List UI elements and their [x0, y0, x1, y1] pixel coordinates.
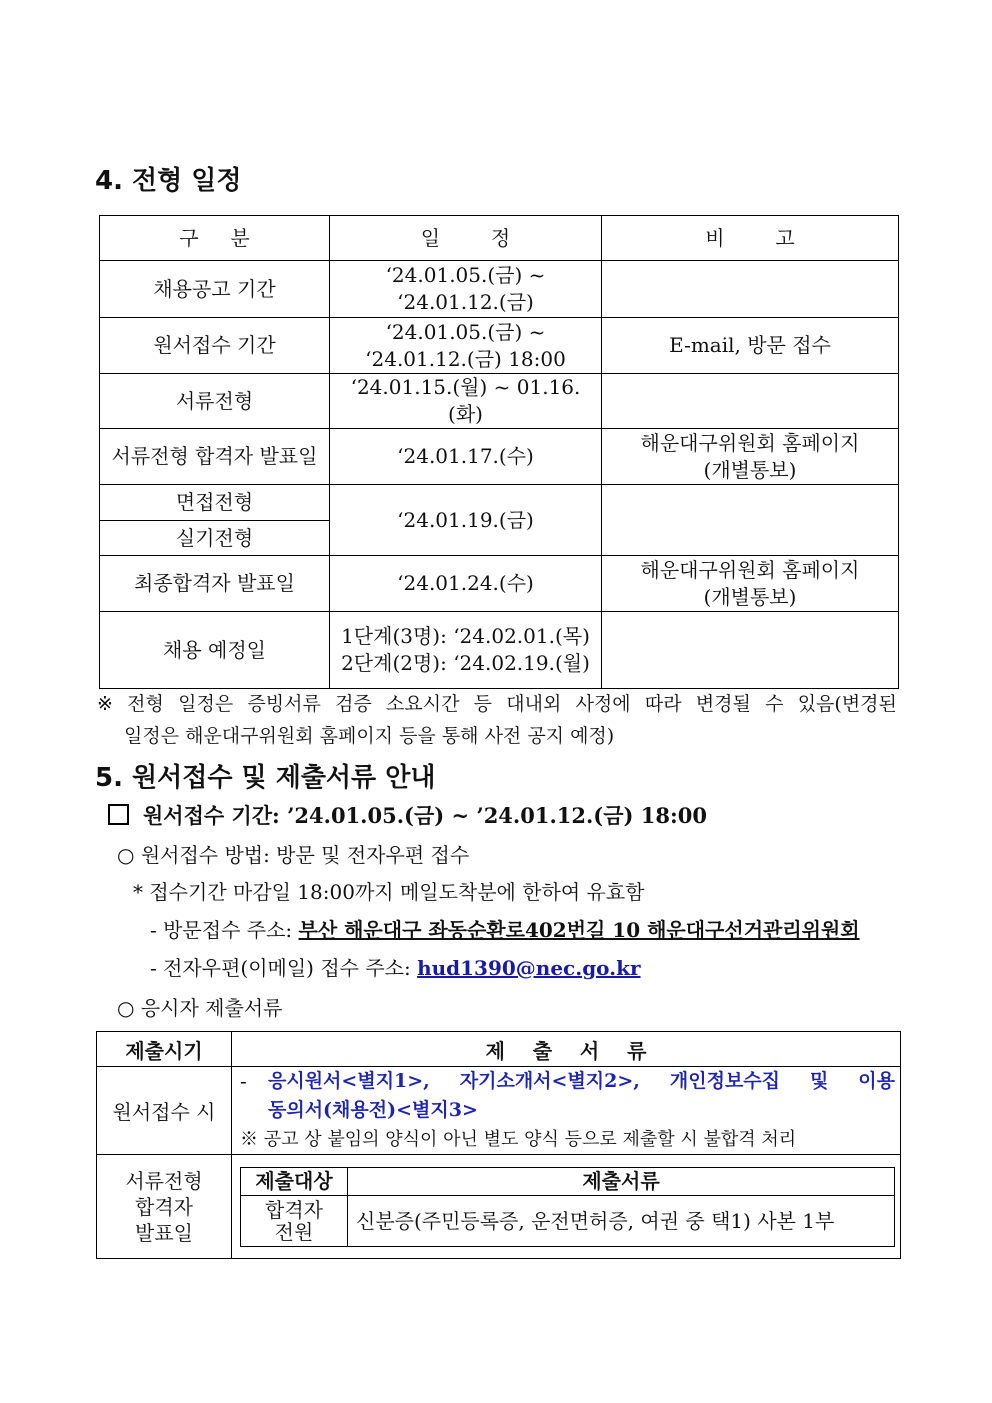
notice-word: 변경될 — [695, 693, 751, 715]
date-line: ‘24.01.05.(금) ~ — [385, 263, 546, 287]
row-remark — [602, 485, 899, 556]
date-line: ‘24.01.12.(금) 18:00 — [365, 346, 566, 371]
documents-cell — [232, 1067, 901, 1155]
documents-heading — [117, 992, 282, 1021]
table-row — [100, 612, 899, 689]
notice-word: 따라 — [644, 693, 682, 715]
table-row — [97, 1067, 901, 1155]
timing-cell — [97, 1155, 232, 1259]
row-remark — [602, 612, 899, 689]
notice-line-2: 일정은 해운대구위원회 홈페이지 등을 통해 사전 공지 예정) — [124, 725, 615, 747]
remark-line: (개별통보) — [703, 457, 797, 482]
row-label: 채용 예정일 — [100, 612, 330, 689]
notice-word: 수 — [765, 693, 784, 715]
notice-word: 전형 — [127, 693, 164, 715]
remark-line: 해운대구위원회 홈페이지 — [640, 430, 860, 455]
section-5-title: 5. 원서접수 및 제출서류 안내 — [95, 763, 436, 793]
header-remarks: 비 고 — [602, 216, 899, 261]
required-documents-text — [268, 1067, 895, 1125]
notice-line-1 — [97, 688, 897, 720]
table-row — [100, 374, 899, 429]
schedule-notice — [97, 688, 897, 752]
visit-label: - 방문접수 주소: — [150, 918, 293, 942]
timing-line: 합격자 — [135, 1194, 193, 1219]
schedule-table — [99, 215, 899, 689]
notice-word: 있음(변경된 — [797, 693, 897, 715]
row-date: ‘24.01.15.(월) ~ 01.16.(화) — [330, 374, 602, 429]
row-date: ‘24.01.24.(수) — [330, 556, 602, 612]
visit-address — [150, 914, 860, 943]
row-remark — [602, 556, 899, 612]
remark-line: 해운대구위원회 홈페이지 — [640, 557, 860, 582]
date-line: 1단계(3명): ‘24.02.01.(목) — [341, 624, 590, 648]
target-line: 합격자 — [265, 1197, 323, 1222]
documents-line: 응시원서<별지1>, 자기소개서<별지2>, 개인정보수집 및 이용 — [268, 1070, 895, 1092]
period-value: ’24.01.05.(금) ~ ’24.01.12.(금) 18:00 — [287, 803, 707, 828]
row-date — [330, 261, 602, 318]
notice-word: 대내외 — [506, 693, 562, 715]
row-label: 실기전형 — [100, 521, 330, 556]
table-row — [100, 485, 899, 521]
checkbox-square-icon — [108, 804, 129, 825]
header-category: 구 분 — [100, 216, 330, 261]
header-timing: 제출시기 — [97, 1032, 232, 1067]
row-label: 최종합격자 발표일 — [100, 556, 330, 612]
required-documents — [240, 1067, 898, 1125]
timing-line: 발표일 — [135, 1220, 193, 1245]
documents-cell — [232, 1155, 901, 1259]
table-row — [97, 1155, 901, 1259]
target-line: 전원 — [274, 1219, 314, 1244]
submission-header-row — [241, 1167, 895, 1195]
notice-word: 사정에 — [575, 693, 631, 715]
row-label: 서류전형 합격자 발표일 — [100, 429, 330, 485]
rejection-warning: ※ 공고 상 붙임의 양식이 아닌 별도 양식 등으로 제출할 시 불합격 처리 — [240, 1129, 797, 1150]
circle-bullet-icon: ○ — [117, 843, 135, 867]
documents-heading-text: 응시자 제출서류 — [140, 996, 283, 1020]
method-text: 원서접수 방법: 방문 및 전자우편 접수 — [140, 843, 470, 867]
header-submission: 제출서류 — [348, 1167, 895, 1195]
date-line: ‘24.01.05.(금) ~ — [385, 319, 546, 344]
notice-word: 증빙서류 — [247, 693, 321, 715]
table-row — [100, 429, 899, 485]
row-date: ‘24.01.17.(수) — [330, 429, 602, 485]
application-period — [108, 800, 707, 830]
row-remark: E-mail, 방문 접수 — [602, 318, 899, 374]
row-date: ‘24.01.19.(금) — [330, 485, 602, 556]
table-row — [100, 318, 899, 374]
period-label: 원서접수 기간: — [143, 803, 280, 828]
application-method — [117, 839, 469, 868]
notice-mark: ※ — [97, 693, 113, 715]
dash-mark: - — [240, 1069, 247, 1093]
documents-table — [96, 1031, 901, 1259]
section-4-title: 4. 전형 일정 — [95, 166, 242, 196]
email-link[interactable]: hud1390@nec.go.kr — [417, 956, 641, 980]
timing-cell: 원서접수 시 — [97, 1067, 232, 1155]
row-label: 원서접수 기간 — [100, 318, 330, 374]
table-row — [241, 1195, 895, 1246]
header-schedule: 일 정 — [330, 216, 602, 261]
row-date — [330, 318, 602, 374]
notice-word: 등 — [473, 693, 493, 715]
row-label: 서류전형 — [100, 374, 330, 429]
header-documents: 제 출 서 류 — [232, 1032, 901, 1067]
header-target: 제출대상 — [241, 1167, 348, 1195]
row-date — [330, 612, 602, 689]
notice-word: 검증 — [335, 693, 372, 715]
documents-header-row — [97, 1032, 901, 1067]
row-remark — [602, 261, 899, 318]
notice-word: 소요시간 — [386, 693, 460, 715]
date-line: ‘24.01.12.(금) — [397, 290, 534, 314]
table-row — [100, 261, 899, 318]
circle-bullet-icon: ○ — [117, 996, 135, 1020]
target-cell — [241, 1195, 348, 1246]
submission-table — [240, 1167, 895, 1247]
submission-document: 신분증(주민등록증, 운전면허증, 여권 중 택1) 사본 1부 — [348, 1195, 895, 1246]
schedule-header-row — [100, 216, 899, 261]
row-label: 면접전형 — [100, 485, 330, 521]
remark-line: (개별통보) — [703, 584, 797, 609]
notice-word: 일정은 — [178, 693, 234, 715]
row-remark — [602, 374, 899, 429]
documents-line: 동의서(채용전)<별지3> — [268, 1099, 478, 1121]
email-address — [150, 952, 641, 981]
row-remark — [602, 429, 899, 485]
date-line: 2단계(2명): ‘24.02.19.(월) — [341, 651, 590, 675]
deadline-note: * 접수기간 마감일 18:00까지 메일도착분에 한하여 유효함 — [133, 880, 645, 904]
timing-line: 서류전형 — [125, 1168, 203, 1193]
visit-address-value: 부산 해운대구 좌동순환로402번길 10 해운대구선거관리위원회 — [298, 918, 860, 942]
email-label: - 전자우편(이메일) 접수 주소: — [150, 956, 411, 980]
table-row — [100, 556, 899, 612]
row-label: 채용공고 기간 — [100, 261, 330, 318]
